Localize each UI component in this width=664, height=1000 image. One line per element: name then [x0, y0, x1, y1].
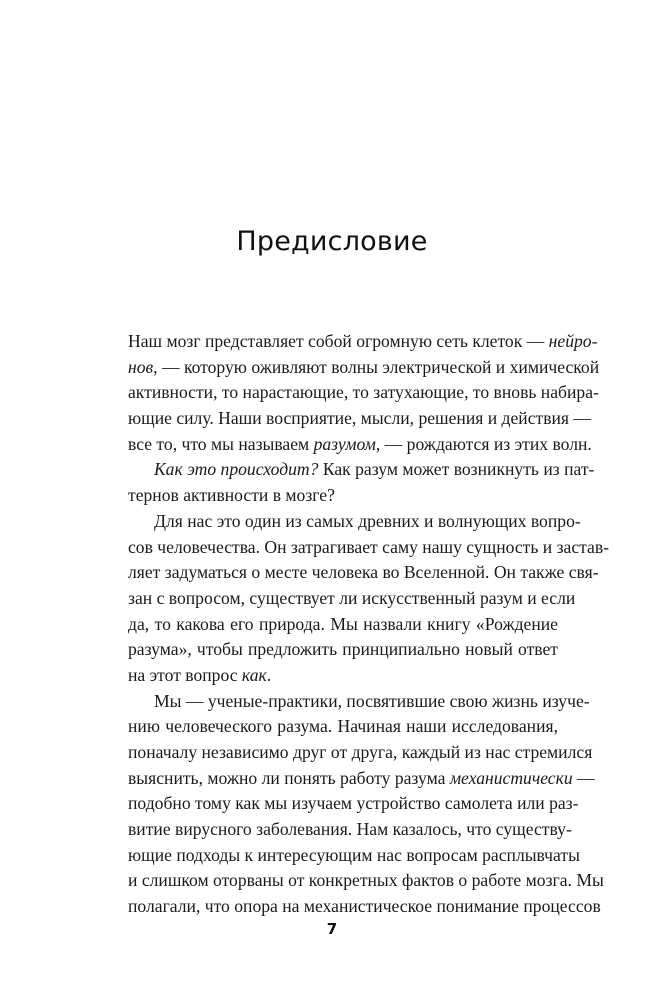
- text-line: поначалу независимо друг от друга, каждый из нас стремился: [128, 742, 593, 762]
- text-line: активности, то нарастающие, то затухающие, то вновь набира-: [128, 382, 599, 403]
- text-line: Для нас это один из самых древних и волнующих вопро-: [154, 510, 581, 531]
- text-line: подобно тому как мы изучаем устройство самолета или раз-: [128, 793, 579, 814]
- text-line: и слишком оторваны от конкретных фактов о работе мозга. Мы: [128, 870, 604, 891]
- text-line: на этот вопрос как.: [128, 664, 272, 685]
- text-line: зан с вопросом, существует ли искусственный разум и если: [128, 587, 576, 608]
- text-line: все то, что мы называем разумом, — рождаются из этих волн.: [128, 433, 592, 454]
- text-line: Как это происходит? Как разум может возникнуть из пат-: [154, 459, 595, 480]
- text-line: ляет задуматься о месте человека во Вселенной. Он также свя-: [128, 562, 599, 583]
- text-line: выяснить, можно ли понять работу разума механистически —: [128, 767, 595, 788]
- text-line: Мы — ученые-практики, посвятившие свою жизнь изуче-: [154, 690, 590, 711]
- text-line: разума», чтобы предложить принципиально новый ответ: [128, 639, 558, 660]
- text-line: полагали, что опора на механистическое понимание процессов: [128, 896, 601, 917]
- body-text: [128, 329, 610, 920]
- text-line: сов человечества. Он затрагивает саму нашу сущность и застав-: [128, 536, 610, 557]
- text-line: да, то какова его природа. Мы назвали книгу «Рождение: [128, 613, 558, 634]
- text-line: нию человеческого разума. Начиная наши исследования,: [128, 716, 558, 737]
- page-number: 7: [326, 920, 338, 938]
- text-line: ющие силу. Наши восприятие, мысли, решения и действия —: [128, 408, 592, 429]
- text-line: тернов активности в мозге?: [128, 485, 335, 506]
- text-line: витие вирусного заболевания. Нам казалось, что существу-: [128, 819, 572, 840]
- text-line: ющие подходы к интересующим нас вопросам расплывчаты: [128, 844, 580, 865]
- chapter-title: Предисловие: [236, 226, 428, 257]
- text-line: Наш мозг представляет собой огромную сеть клеток — нейро-: [128, 331, 598, 351]
- text-line: нов, — которую оживляют волны электрической и химической: [128, 356, 600, 377]
